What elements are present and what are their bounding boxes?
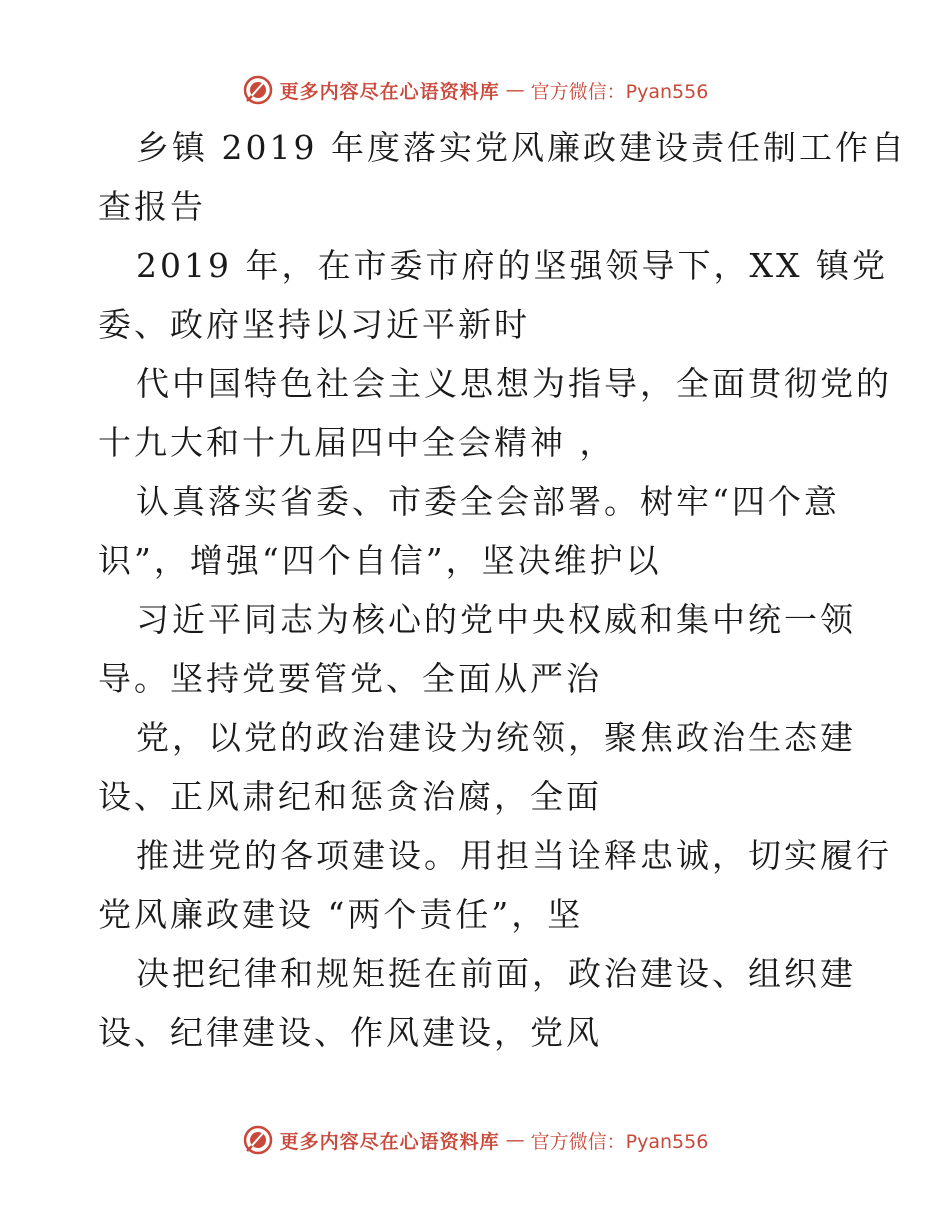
watermark-contact: 官方微信：Pyan556	[530, 80, 709, 103]
body-line: 设、纪律建设、作风建设，党风	[98, 1013, 602, 1052]
body-line: 认真落实省委、市委全会部署。树牢“四个意	[136, 482, 840, 521]
watermark-separator: —	[505, 1129, 525, 1151]
title-line-1: 乡镇 2019 年度落实党风廉政建设责任制工作自	[136, 128, 907, 167]
title-line-2: 查报告	[98, 187, 206, 226]
body-line: 习近平同志为核心的党中央权威和集中统一领	[136, 600, 856, 639]
body-line: 委、政府坚持以习近平新时	[98, 305, 530, 344]
quill-seal-icon	[242, 74, 274, 106]
watermark-text: 更多内容尽在心语资料库	[279, 80, 500, 103]
body-line: 2019 年，在市委市府的坚强领导下，XX 镇党	[136, 246, 888, 285]
watermark-text: 更多内容尽在心语资料库	[279, 1130, 500, 1153]
body-line: 设、正风肃纪和惩贪治腐，全面	[98, 777, 602, 816]
body-line: 推进党的各项建设。用担当诠释忠诚，切实履行	[136, 836, 892, 875]
footer-watermark	[0, 1120, 950, 1160]
body-line: 导。坚持党要管党、全面从严治	[98, 659, 602, 698]
watermark-contact: 官方微信：Pyan556	[530, 1130, 709, 1153]
body-line: 党，以党的政治建设为统领，聚焦政治生态建	[136, 718, 856, 757]
quill-seal-icon	[242, 1124, 274, 1156]
watermark-separator: —	[505, 79, 525, 101]
body-line: 决把纪律和规矩挺在前面，政治建设、组织建	[136, 954, 856, 993]
document-body	[98, 118, 907, 1062]
body-line: 代中国特色社会主义思想为指导，全面贯彻党的	[136, 364, 892, 403]
body-line: 识”，增强“四个自信”，坚决维护以	[98, 541, 662, 580]
header-watermark	[0, 70, 950, 110]
body-line: 十九大和十九届四中全会精神 ，	[98, 423, 616, 462]
body-line: 党风廉政建设 “两个责任”，坚	[98, 895, 584, 934]
